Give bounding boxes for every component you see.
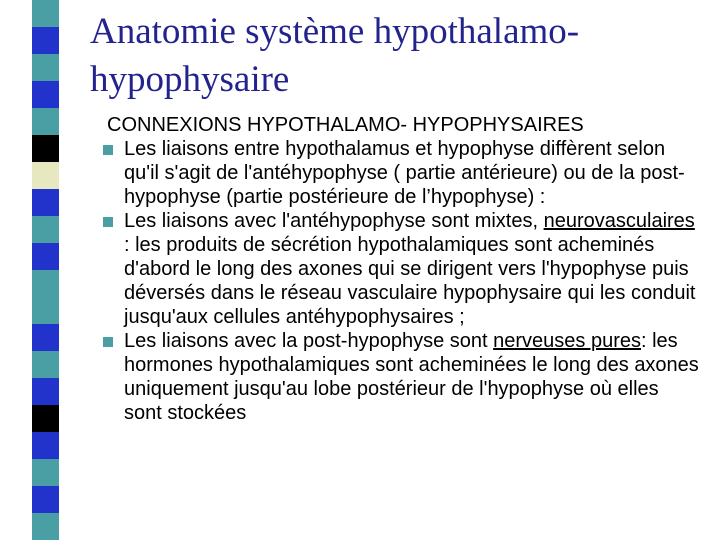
slide-title xyxy=(90,8,710,104)
stripe-square xyxy=(32,486,59,513)
bullet-item-1 xyxy=(100,137,700,209)
stripe-square xyxy=(32,81,59,108)
stripe-square xyxy=(32,108,59,135)
bullet-3-text-start: Les liaisons avec la post-hypophyse sont xyxy=(124,330,494,352)
bullet-1-text: Les liaisons entre hypothalamus et hypophyse diffèrent selon qu'il s'agit de l'antéhypophyse ( partie antérieure) ou de la post-hypophyse (partie postérieure de l’hypophyse) : xyxy=(124,138,685,208)
stripe-square xyxy=(32,432,59,459)
stripe-square xyxy=(32,513,59,540)
stripe-square xyxy=(32,297,59,324)
decorative-square-stripe xyxy=(0,0,70,540)
stripe-square xyxy=(32,162,59,189)
bullet-2-text-start: Les liaisons avec l'antéhypophyse sont mixtes, xyxy=(124,210,544,232)
square-bullet-icon xyxy=(103,217,113,227)
bullet-3-emphasis: nerveuses pures xyxy=(493,330,641,352)
stripe-square xyxy=(32,54,59,81)
bullet-list xyxy=(100,137,700,425)
stripe-square xyxy=(32,270,59,297)
stripe-square xyxy=(32,405,59,432)
section-heading: CONNEXIONS HYPOTHALAMO- HYPOPHYSAIRES xyxy=(107,114,584,136)
slide-title-line-1: Anatomie système hypothalamo- xyxy=(90,11,580,52)
stripe-square xyxy=(32,0,59,27)
stripe-square xyxy=(32,378,59,405)
stripe-square xyxy=(32,216,59,243)
square-bullet-icon xyxy=(103,337,113,347)
stripe-square xyxy=(32,243,59,270)
bullet-item-2 xyxy=(100,209,700,329)
stripe-square xyxy=(32,135,59,162)
bullet-item-3 xyxy=(100,329,700,425)
stripe-square xyxy=(32,324,59,351)
stripe-square xyxy=(32,27,59,54)
slide-body xyxy=(100,113,700,425)
stripe-square xyxy=(32,459,59,486)
bullet-2-emphasis: neurovasculaires xyxy=(543,210,695,232)
bullet-3-text-end: : les hormones hypothalamiques sont acheminées le long des axones uniquement jusqu'au lobe postérieur de l'hypophyse où elles sont stockées xyxy=(124,330,699,424)
stripe-square xyxy=(32,189,59,216)
stripe-square xyxy=(32,351,59,378)
slide-title-line-2: hypophysaire xyxy=(90,59,290,100)
bullet-2-text-end: : les produits de sécrétion hypothalamiques sont acheminés d'abord le long des axones qui se dirigent vers l'hypophyse puis déversés dans le réseau vasculaire hypophysaire qui les conduit jusqu'aux cellules antéhypophysaires ; xyxy=(124,234,696,328)
square-bullet-icon xyxy=(103,145,113,155)
